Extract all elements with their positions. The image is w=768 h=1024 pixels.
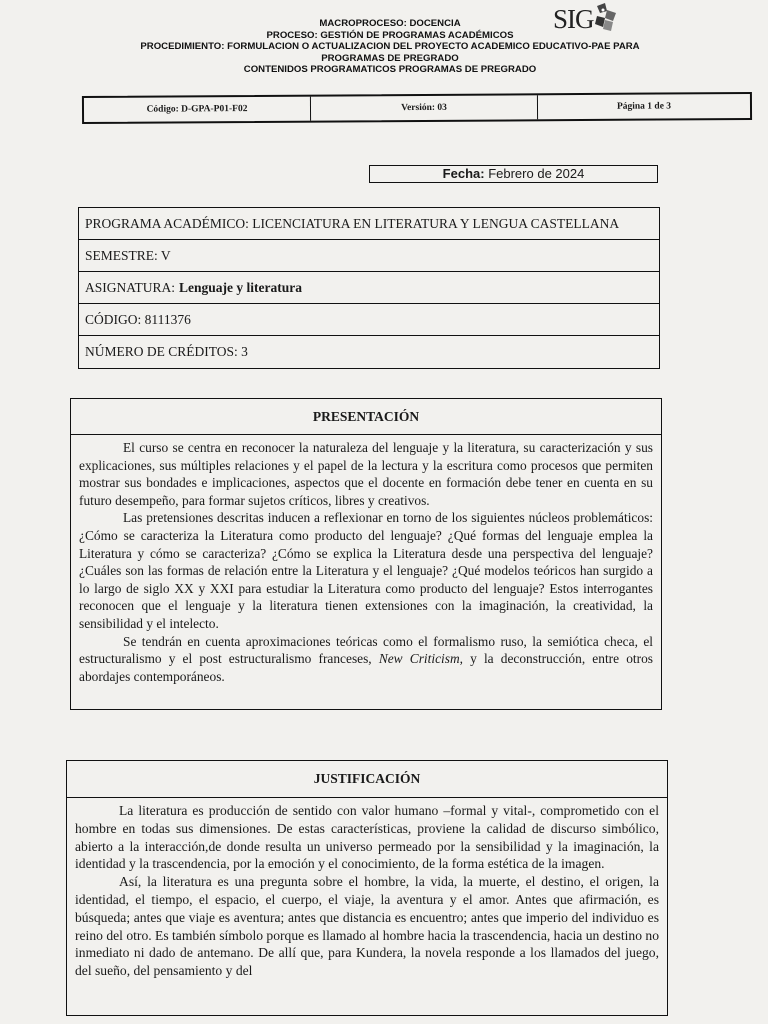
credits-row <box>79 336 659 368</box>
course-info-table <box>78 207 660 369</box>
presentation-paragraph-2: Las pretensiones descritas inducen a reflexionar en torno de los siguientes núcleos problemáticos:¿Cómo se caracteriza la Literatura como producto del lenguaje? ¿Qué formas del lenguaje emplea la Literatura y cómo se caracteriza? ¿Cómo se explica la Literatura desde una perspectiva del lenguaje? ¿Cuáles son las formas de relación entre la Literatura y el lenguaje? ¿Qué modelos teóricos han surgido a lo largo de siglo XX y XXI para estudiar la Literatura como producto del lenguaje? Estos interrogantes reconocen que el lenguaje y la literatura tienen extensiones con la imaginación, la creatividad, la sensibilidad y el intelecto. <box>79 510 653 631</box>
sig-logo-icon <box>591 2 621 34</box>
date-value: Febrero de 2024 <box>488 166 585 181</box>
credits-text: NÚMERO DE CRÉDITOS: 3 <box>85 344 248 359</box>
document-code: Código: D-GPA-P01-F02 <box>84 97 311 122</box>
header-macroproceso: MACROPROCESO: DOCENCIA <box>319 18 461 29</box>
presentation-section <box>70 398 662 710</box>
program-text: PROGRAMA ACADÉMICO: LICENCIATURA EN LITERATURA Y LENGUA CASTELLANA <box>85 215 620 231</box>
justification-title: JUSTIFICACIÓN <box>67 761 667 798</box>
subject-row <box>79 272 659 304</box>
justification-paragraph-1: La literatura es producción de sentido con valor humano –formal y vital-, comprometido con el hombre en todas sus dimensiones. De estas características, proviene la calidad de discurso simbólico, abierto a la interacción,de donde resulta un universo permeado por la sensibilidad y la imaginación, la identidad y la trascendencia, por la emoción y el conocimiento, de la forma estética de la imagen. <box>75 803 659 872</box>
presentation-paragraph-3 <box>79 633 653 686</box>
semester-row <box>79 240 659 272</box>
document-version: Versión: 03 <box>311 95 538 120</box>
sig-logo-text: SIG <box>553 4 594 34</box>
header-contenidos: CONTENIDOS PROGRAMATICOS PROGRAMAS DE PREGRADO <box>243 64 537 75</box>
program-row <box>79 208 659 240</box>
document-code-bar <box>82 92 752 124</box>
justification-paragraph-2: Así, la literatura es una pregunta sobre el hombre, la vida, la muerte, el destino, el origen, la identidad, el tiempo, el espacio, el cuerpo, el viaje, la aventura y el amor. Antes que afirmación, es búsqueda; antes que viaje es aventura; antes que distancia es encuentro; antes que imperio del individuo es reino del otro. Es también símbolo porque es llamado al hombre hacia la trascendencia, hacia un destino no inmediato ni dado de antemano. De allí que, para Kundera, la novela responde a los llamados del juego, del sueño, del pensamiento y del <box>75 874 659 979</box>
semester-text: SEMESTRE: V <box>85 247 171 263</box>
code-text: CÓDIGO: 8111376 <box>85 311 191 327</box>
presentation-title: PRESENTACIÓN <box>71 399 661 435</box>
presentation-paragraph-3-end: , y la deconstrucción, entre otros abordajes contemporáneos. <box>79 651 653 684</box>
header-proceso: PROCESO: GESTIÓN DE PROGRAMAS ACADÉMICOS <box>266 29 514 41</box>
subject-value: Lenguaje y literatura <box>179 279 302 295</box>
presentation-paragraph-3-start: Se tendrán en cuenta aproximaciones teóricas como el formalismo ruso, la semiótica checa, el estructuralismo y el post estructuralismo franceses, <box>79 633 653 667</box>
presentation-paragraph-1: El curso se centra en reconocer la naturaleza del lenguaje y la literatura, su caracterización y sus explicaciones, sus múltiples relaciones y el papel de la lectura y la escritura como procesos que permiten mostrar sus bondades e implicaciones, aspectos que el docente en formación debe tener en cuenta en su futuro desempeño, para formar sujetos críticos, libres y creativos. <box>79 440 653 508</box>
header-programas: PROGRAMAS DE PREGRADO <box>321 52 459 64</box>
new-criticism-term: New Criticism <box>378 651 460 667</box>
justification-body <box>67 798 667 980</box>
presentation-body <box>71 435 661 685</box>
date-box <box>369 165 658 183</box>
document-page: Página 1 de 3 <box>616 101 672 112</box>
code-row <box>79 304 659 336</box>
justification-section <box>66 760 668 1016</box>
date-label: Fecha: <box>442 166 485 181</box>
sig-logo <box>553 0 625 36</box>
header-procedimiento: PROCEDIMIENTO: FORMULACION O ACTUALIZACION DEL PROYECTO ACADEMICO EDUCATIVO-PAE PARA <box>140 41 640 52</box>
subject-label: ASIGNATURA: <box>85 279 176 295</box>
